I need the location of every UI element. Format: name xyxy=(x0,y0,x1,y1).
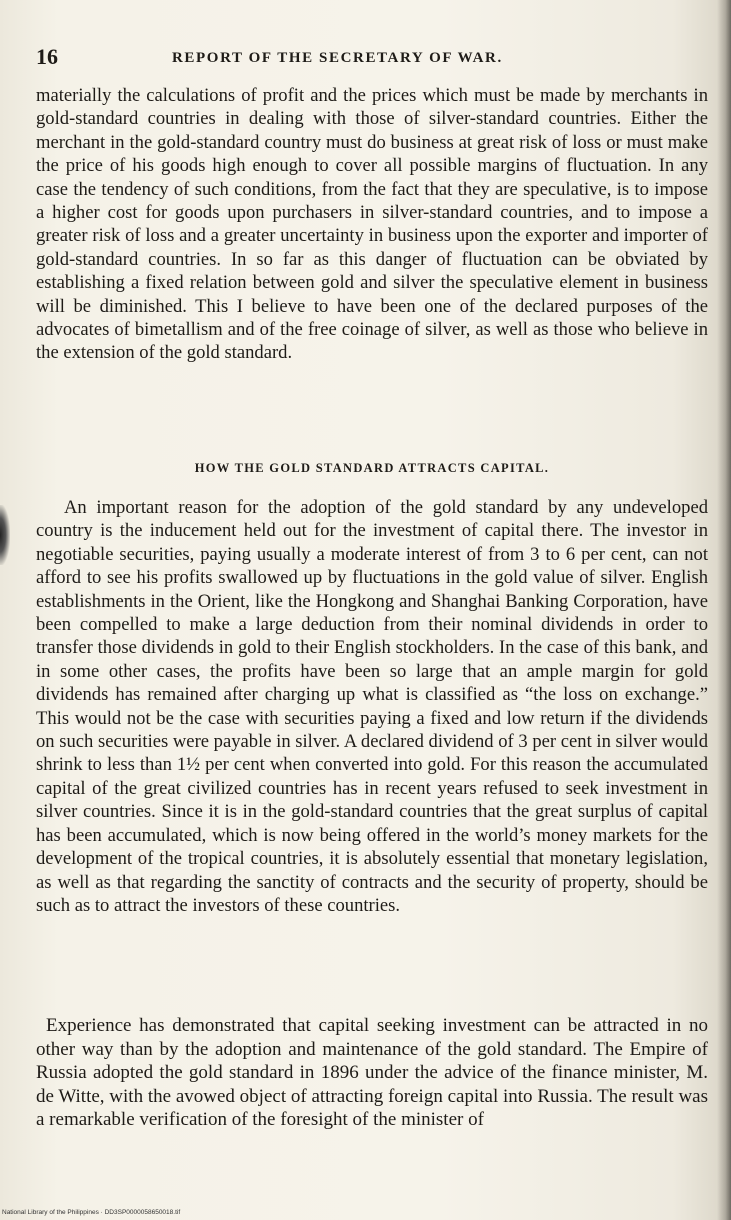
page-header xyxy=(36,42,706,74)
paragraph-2: An important reason for the adoption of the gold standard by any undeveloped country is the inducement held out for the investment of capital there. The investor in negotiable securities, paying usually a moderate interest of from 3 to 6 per cent, can not afford to see his profits swallowed up by fluctuations in the gold value of silver. English establishments in the Orient, like the Hongkong and Shanghai Banking Corporation, have been compelled to make a large deduction from their nominal dividends in order to transfer those dividends in gold to their English stockholders. In the case of this bank, and in some other cases, the profits have been so large that an ample margin for gold dividends has remained after charging up what is classified as “the loss on exchange.” This would not be the case with securities paying a fixed and low return if the dividends on such securities were payable in silver. A declared dividend of 3 per cent in silver would shrink to less than 1½ per cent when converted into gold. For this reason the accumulated capital of the great civilized countries has in recent years refused to seek investment in silver countries. Since it is in the gold-standard countries that the great surplus of capital has been accumulated, which is now being offered in the world’s money markets for the development of the tropical countries, it is absolutely essential that monetary legislation, as well as that regarding the sanctity of contracts and the security of property, should be such as to attract the investors of these countries. xyxy=(36,497,708,916)
paragraph-1: materially the calculations of profit and the prices which must be made by merchants in gold-standard countries in dealing with those of silver-standard countries. Either the merchant in the gold-standard country must do business at great risk of loss or must make the price of his goods high enough to cover all possible margins of fluctuation. In any case the tendency of such conditions, from the fact that they are speculative, is to impose a higher cost for goods upon purchasers in silver-standard countries, and to impose a greater risk of loss and a greater uncertainty in business upon the exporter and importer of gold-standard countries. In so far as this danger of fluctuation can be obviated by establishing a fixed relation between gold and silver the speculative element in business will be diminished. This I believe to have been one of the declared purposes of the advocates of bimetallism and of the free coinage of silver, as well as those who believe in the extension of the gold standard. xyxy=(36,85,708,364)
binding-mark xyxy=(0,505,10,565)
paragraph-3: Experience has demonstrated that capital seeking investment can be attracted in no other way than by the adoption and maintenance of the gold standard. The Empire of Russia adopted the gold standard in 1896 under the advice of the finance minister, M. de Witte, with the avowed object of attracting foreign capital into Russia. The result was a remarkable verification of the foresight of the minister of xyxy=(36,1015,708,1131)
section-heading: HOW THE GOLD STANDARD ATTRACTS CAPITAL. xyxy=(194,461,550,475)
page-number: 16 xyxy=(36,44,58,69)
running-title: REPORT OF THE SECRETARY OF WAR. xyxy=(172,50,503,66)
scan-source-footer: National Library of the Philippines · DD3SP0000058650018.tif xyxy=(2,1209,181,1216)
page-edge-shadow xyxy=(717,0,731,1220)
